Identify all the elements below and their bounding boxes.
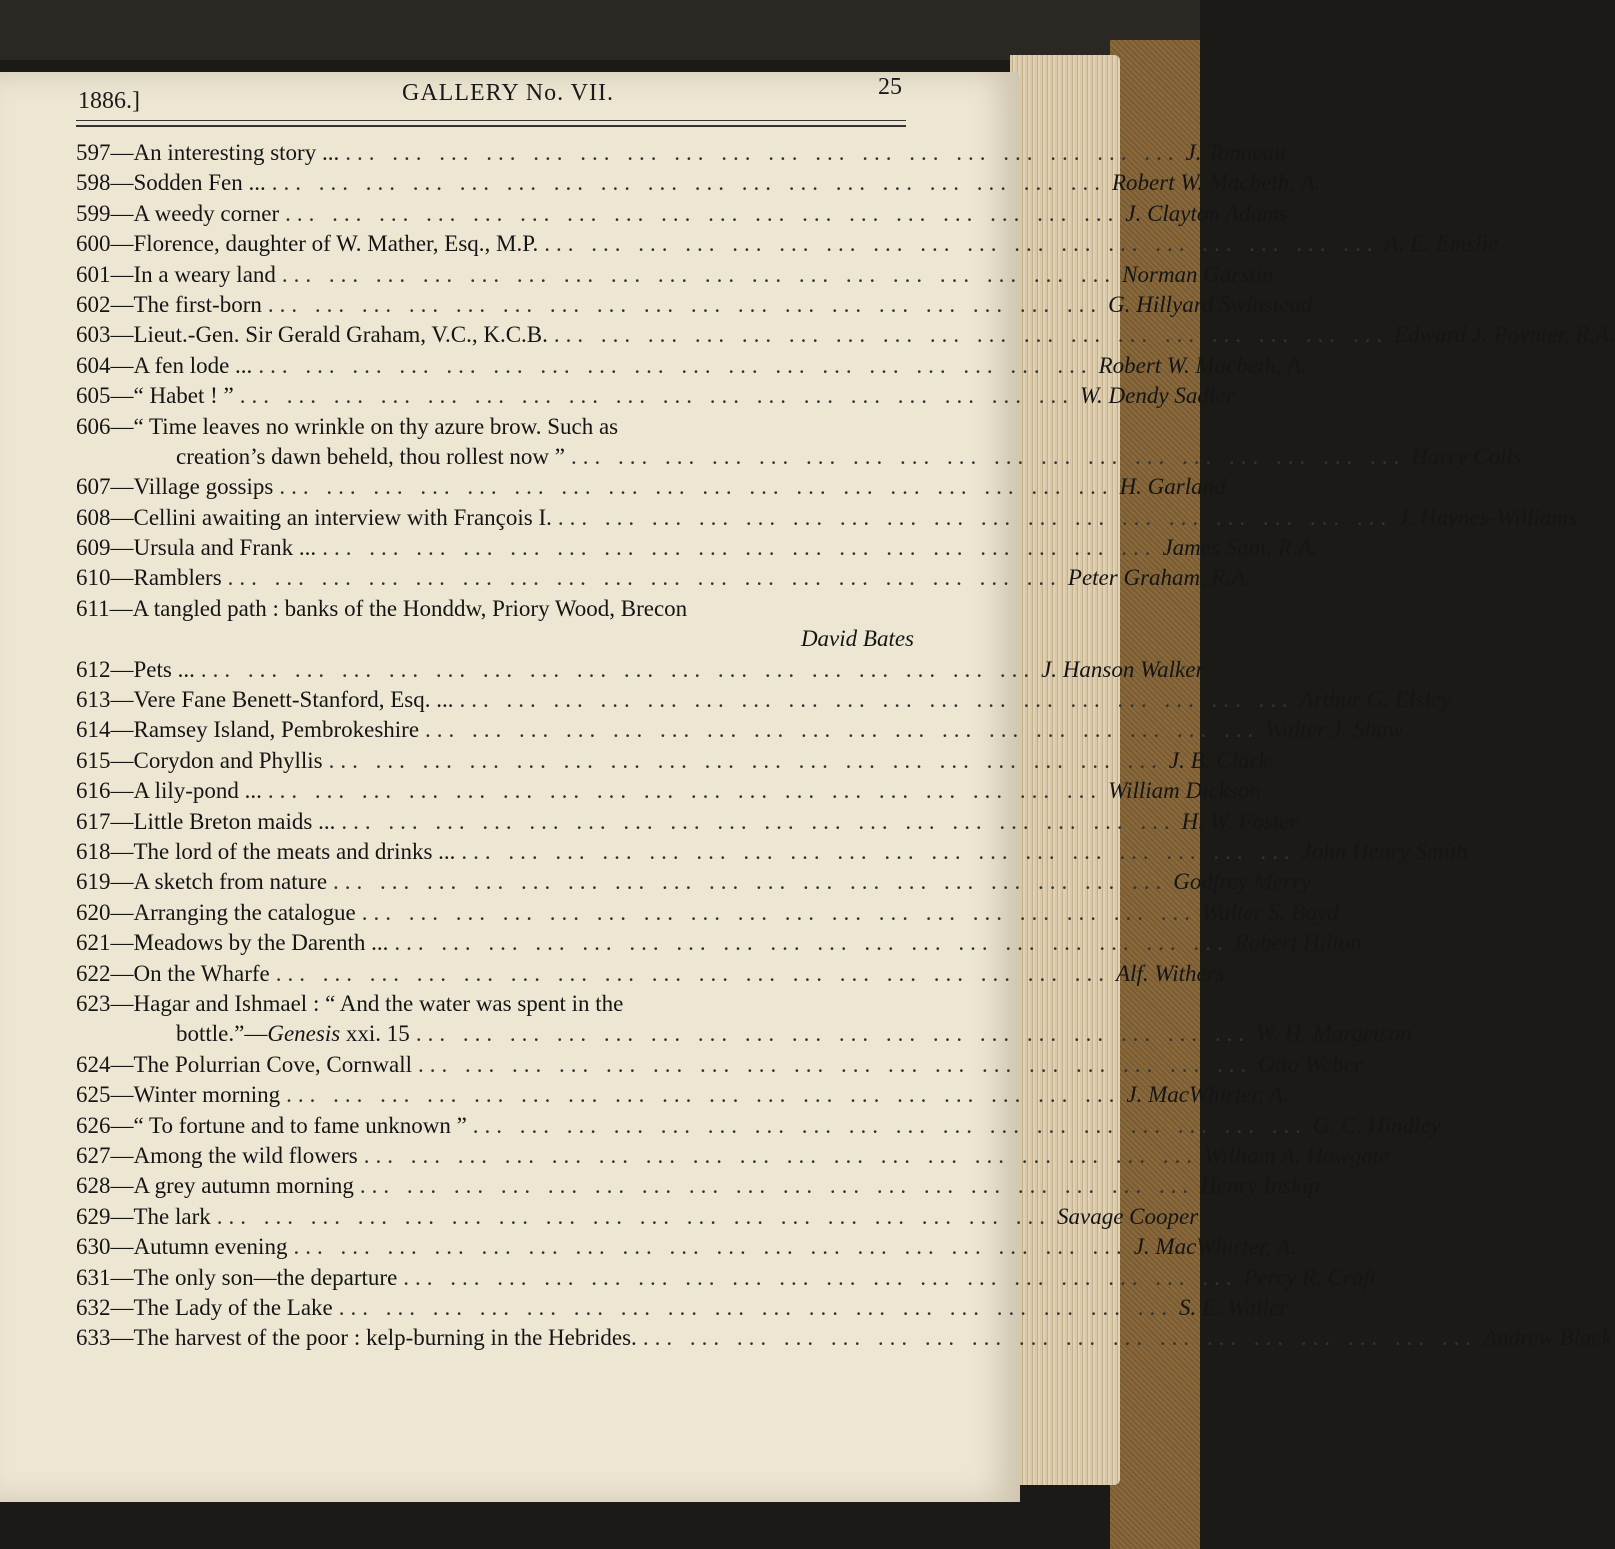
leader-dots: ... ... ... ... ... ... ... ... ... ... ... ... ... ... ... ... ... ... [461,839,1296,865]
entry-title: 625—Winter morning [76,1082,281,1108]
entry-artist: W. H. Margetson [1256,1021,1412,1047]
entry-title: 606—“ Time leaves no wrinkle on thy azure brow. Such as [76,413,619,439]
header-double-rule [76,120,906,127]
entry-artist: Percy R. Craft [1243,1264,1377,1290]
catalogue-entry [76,655,1205,685]
entry-title: 607—Village gossips [76,474,274,500]
leader-dots: ... ... ... ... ... ... ... ... ... ... ... ... ... ... ... ... ... ... [239,383,1074,409]
entry-title: 601—In a weary land [76,261,276,287]
catalogue-entry [76,715,1404,745]
entry-artist: J. B. Clark [1168,747,1269,773]
catalogue-entry [76,260,1274,290]
entry-line [76,989,914,1019]
book-binding [0,0,1200,60]
catalogue-entry [76,290,1313,320]
entry-artist: A. E. Emslie [1384,231,1499,257]
leader-dots: ... ... ... ... ... ... ... ... ... ... ... ... ... ... ... ... ... ... [394,930,1229,956]
leader-dots: ... ... ... ... ... ... ... ... ... ... ... ... ... ... ... ... ... ... [333,869,1168,895]
entry-title-reference: Genesis [267,1021,341,1047]
entry-artist: J. MacWhirter, A. [1126,1082,1289,1108]
entry-title: 631—The only son—the departure [76,1264,398,1290]
entry-title: 600—Florence, daughter of W. Mather, Esq., M.P. [76,231,539,257]
entry-title: 614—Ramsey Island, Pembrokeshire [76,717,420,743]
entry-title: 620—Arranging the catalogue [76,899,356,925]
catalogue-entry [76,867,1312,897]
entry-title-continued: bottle.”—Genesis xxi. 15 [176,1021,410,1047]
entry-title: 623—Hagar and Ishmael : “ And the water was spent in the [76,990,624,1016]
entry-title: 598—Sodden Fen ... [76,170,266,196]
entry-artist: Andrew Black [1483,1325,1612,1351]
leader-dots: ... ... ... ... ... ... ... ... ... ... ... ... ... ... ... ... ... ... [286,1082,1121,1108]
entry-title: 630—Autumn evening [76,1234,288,1260]
entry-title: 609—Ursula and Frank ... [76,535,317,561]
entry-artist: David Bates [800,626,914,652]
entry-title: 622—On the Wharfe [76,960,270,986]
entry-title: 608—Cellini awaiting an interview with François I. [76,504,552,530]
catalogue-entries [76,138,1615,1354]
leader-dots: ... ... ... ... ... ... ... ... ... ... ... ... ... ... ... ... ... ... [472,1112,1308,1138]
catalogue-entry [76,1171,1320,1201]
entry-artist: Henry Inskip [1200,1173,1320,1199]
catalogue-entry [76,168,1321,198]
leader-dots: ... ... ... ... ... ... ... ... ... ... ... ... ... ... ... ... ... ... [216,1203,1052,1229]
entry-artist: Robert Hilton [1234,930,1362,956]
leader-dots: ... ... ... ... ... ... ... ... ... ... ... ... ... ... ... ... ... ... [341,808,1176,834]
catalogue-entry [76,472,1226,502]
entry-artist: Alf. Withers [1116,960,1225,986]
catalogue-entry [76,837,1468,867]
catalogue-entry [76,685,1452,715]
entry-artist: William A. Howgate [1203,1142,1390,1168]
running-head [72,74,912,120]
leader-dots: ... ... ... ... ... ... ... ... ... ... ... ... ... ... ... ... ... ... [415,1021,1251,1047]
entry-title: 602—The first-born [76,291,262,317]
entry-artist: Walter J. Shaw [1265,717,1404,743]
catalogue-entry [76,229,1499,259]
entry-line [76,442,1522,472]
leader-dots: ... ... ... ... ... ... ... ... ... ... ... ... ... ... ... ... ... ... [279,474,1114,500]
leader-dots: ... ... ... ... ... ... ... ... ... ... ... ... ... ... ... ... ... ... [361,899,1196,925]
leader-dots: ... ... ... ... ... ... ... ... ... ... ... ... ... ... ... ... ... ... [322,535,1157,561]
catalogue-entry [76,503,1577,533]
entry-line [76,624,914,654]
catalogue-entry [76,989,1412,1050]
leader-dots: ... ... ... ... ... ... ... ... ... ... ... ... ... ... ... ... ... ... [227,565,1062,591]
entry-title: 616—A lily-pond ... [76,778,262,804]
entry-artist: Robert W. Macbeth, A. [1098,352,1307,378]
leader-dots: ... ... ... ... ... ... ... ... ... ... ... ... ... ... ... ... ... ... [293,1234,1128,1260]
header-year: 1886.] [78,88,140,114]
leader-dots: ... ... ... ... ... ... ... ... ... ... ... ... ... ... ... ... ... ... [363,1142,1198,1168]
catalogue-entry [76,533,1318,563]
entry-title: 618—The lord of the meats and drinks ... [76,839,456,865]
catalogue-entry [76,1323,1612,1353]
entry-artist: G. Hillyard Swinstead [1108,291,1313,317]
leader-dots: ... ... ... ... ... ... ... ... ... ... ... ... ... ... ... ... ... ... [570,443,1406,469]
leader-dots: ... ... ... ... ... ... ... ... ... ... ... ... ... ... ... ... ... ... [642,1325,1478,1351]
entry-artist: Peter Graham, R.A. [1067,565,1252,591]
catalogue-entry [76,898,1339,928]
catalogue-entry [76,351,1307,381]
entry-title: 612—Pets ... [76,656,195,682]
header-gallery-title: GALLERY No. VII. [402,80,614,106]
leader-dots: ... ... ... ... ... ... ... ... ... ... ... ... ... ... ... ... ... ... [403,1264,1238,1290]
catalogue-entry [76,776,1261,806]
catalogue-entry [76,1111,1441,1141]
entry-title: 611—A tangled path : banks of the Honddw, Priory Wood, Brecon [76,595,688,621]
leader-dots: ... ... ... ... ... ... ... ... ... ... ... ... ... ... ... ... ... ... [553,322,1389,348]
catalogue-entry [76,746,1269,776]
entry-title: 613—Vere Fane Benett-Stanford, Esq. ... [76,687,454,713]
entry-artist: W. Dendy Sadler [1080,383,1235,409]
entry-artist: Walter S. Boyd [1202,899,1339,925]
entry-artist: Edward J. Poynter, R.A. [1394,322,1615,348]
entry-artist: J. Haynes-Williams [1398,504,1577,530]
leader-dots: ... ... ... ... ... ... ... ... ... ... ... ... ... ... ... ... ... ... [200,656,1036,682]
leader-dots: ... ... ... ... ... ... ... ... ... ... ... ... ... ... ... ... ... ... [425,717,1260,743]
header-page-number: 25 [878,74,902,100]
catalogue-entry [76,138,1286,168]
catalogue-entry [76,1293,1289,1323]
entry-artist: H. W. Foster [1181,808,1299,834]
catalogue-entry [76,959,1225,989]
entry-title: 615—Corydon and Phyllis [76,747,323,773]
entry-title: 617—Little Breton maids ... [76,808,336,834]
entry-artist: Robert W. Macbeth, A. [1112,170,1321,196]
entry-title: 619—A sketch from nature [76,869,328,895]
entry-line [76,412,914,442]
catalogue-entry [76,1202,1199,1232]
catalogue-entry [76,199,1288,229]
entry-artist: Harry Colls [1411,443,1522,469]
catalogue-entry [76,1050,1363,1080]
leader-dots: ... ... ... ... ... ... ... ... ... ... ... ... ... ... ... ... ... ... [275,960,1110,986]
entry-artist: William Dickson [1108,778,1261,804]
entry-title: 605—“ Habet ! ” [76,383,234,409]
entry-line [76,1019,1412,1049]
leader-dots: ... ... ... ... ... ... ... ... ... ... ... ... ... ... ... ... ... ... [285,200,1120,226]
entry-artist: H. Garland [1119,474,1226,500]
entry-artist: G. C. Hindley [1313,1112,1441,1138]
entry-title: 621—Meadows by the Darenth ... [76,930,389,956]
leader-dots: ... ... ... ... ... ... ... ... ... ... ... ... ... ... ... ... ... ... [418,1051,1253,1077]
entry-artist: Norman Garstin [1122,261,1274,287]
entry-title: 632—The Lady of the Lake [76,1294,333,1320]
entry-artist: J. Clayton Adams [1125,200,1288,226]
leader-dots: ... ... ... ... ... ... ... ... ... ... ... ... ... ... ... ... ... ... [345,140,1180,165]
catalogue-entry [76,1232,1297,1262]
catalogue-entry [76,320,1615,350]
catalogue-entry [76,1080,1289,1110]
catalogue-entry [76,1141,1390,1171]
leader-dots: ... ... ... ... ... ... ... ... ... ... ... ... ... ... ... ... ... ... [557,504,1393,530]
leader-dots: ... ... ... ... ... ... ... ... ... ... ... ... ... ... ... ... ... ... [459,687,1294,713]
catalogue-entry [76,563,1252,593]
leader-dots: ... ... ... ... ... ... ... ... ... ... ... ... ... ... ... ... ... ... [328,747,1163,773]
catalogue-entry [76,594,914,655]
entry-title: 629—The lark [76,1203,211,1229]
leader-dots: ... ... ... ... ... ... ... ... ... ... ... ... ... ... ... ... ... ... [281,261,1117,287]
entry-title: 633—The harvest of the poor : kelp-burning in the Hebrides. [76,1325,637,1351]
catalogue-entry [76,807,1299,837]
entry-line [76,594,914,624]
entry-title: 626—“ To fortune and to fame unknown ” [76,1112,467,1138]
leader-dots: ... ... ... ... ... ... ... ... ... ... ... ... ... ... ... ... ... ... [544,231,1379,257]
catalogue-entry [76,928,1362,958]
entry-title: 599—A weedy corner [76,200,280,226]
entry-title: 628—A grey autumn morning [76,1173,354,1199]
catalogue-entry [76,1263,1377,1293]
leader-dots: ... ... ... ... ... ... ... ... ... ... ... ... ... ... ... ... ... ... [271,170,1106,196]
entry-artist: J. MacWhirter, A. [1133,1234,1297,1260]
entry-title-continued: creation’s dawn beheld, thou rollest now ” [176,443,565,469]
entry-artist: John Henry Smith [1301,839,1468,865]
entry-artist: J. Tonneau [1185,140,1286,165]
catalogue-entry [76,412,1522,473]
entry-artist: Otto Weber [1258,1051,1363,1077]
entry-artist: Arthur G. Elsley [1299,687,1452,713]
leader-dots: ... ... ... ... ... ... ... ... ... ... ... ... ... ... ... ... ... ... [267,778,1103,804]
leader-dots: ... ... ... ... ... ... ... ... ... ... ... ... ... ... ... ... ... ... [338,1294,1173,1320]
entry-artist: James Sant, R.A. [1162,535,1318,561]
entry-title: 624—The Polurrian Cove, Cornwall [76,1051,413,1077]
entry-title: 604—A fen lode ... [76,352,253,378]
entry-artist: Godfrey Merry [1173,869,1312,895]
leader-dots: ... ... ... ... ... ... ... ... ... ... ... ... ... ... ... ... ... ... [267,291,1103,317]
entry-title: 603—Lieut.-Gen. Sir Gerald Graham, V.C., K.C.B. [76,322,548,348]
leader-dots: ... ... ... ... ... ... ... ... ... ... ... ... ... ... ... ... ... ... [258,352,1093,378]
entry-title: 610—Ramblers [76,565,222,591]
entry-artist: S. E. Waller [1179,1294,1289,1320]
entry-title: 627—Among the wild flowers [76,1142,358,1168]
entry-title: 597—An interesting story ... [76,140,340,165]
entry-artist: Savage Cooper [1057,1203,1199,1229]
catalogue-entry [76,381,1235,411]
leader-dots: ... ... ... ... ... ... ... ... ... ... ... ... ... ... ... ... ... ... [359,1173,1195,1199]
entry-artist: J. Hanson Walker [1041,656,1205,682]
